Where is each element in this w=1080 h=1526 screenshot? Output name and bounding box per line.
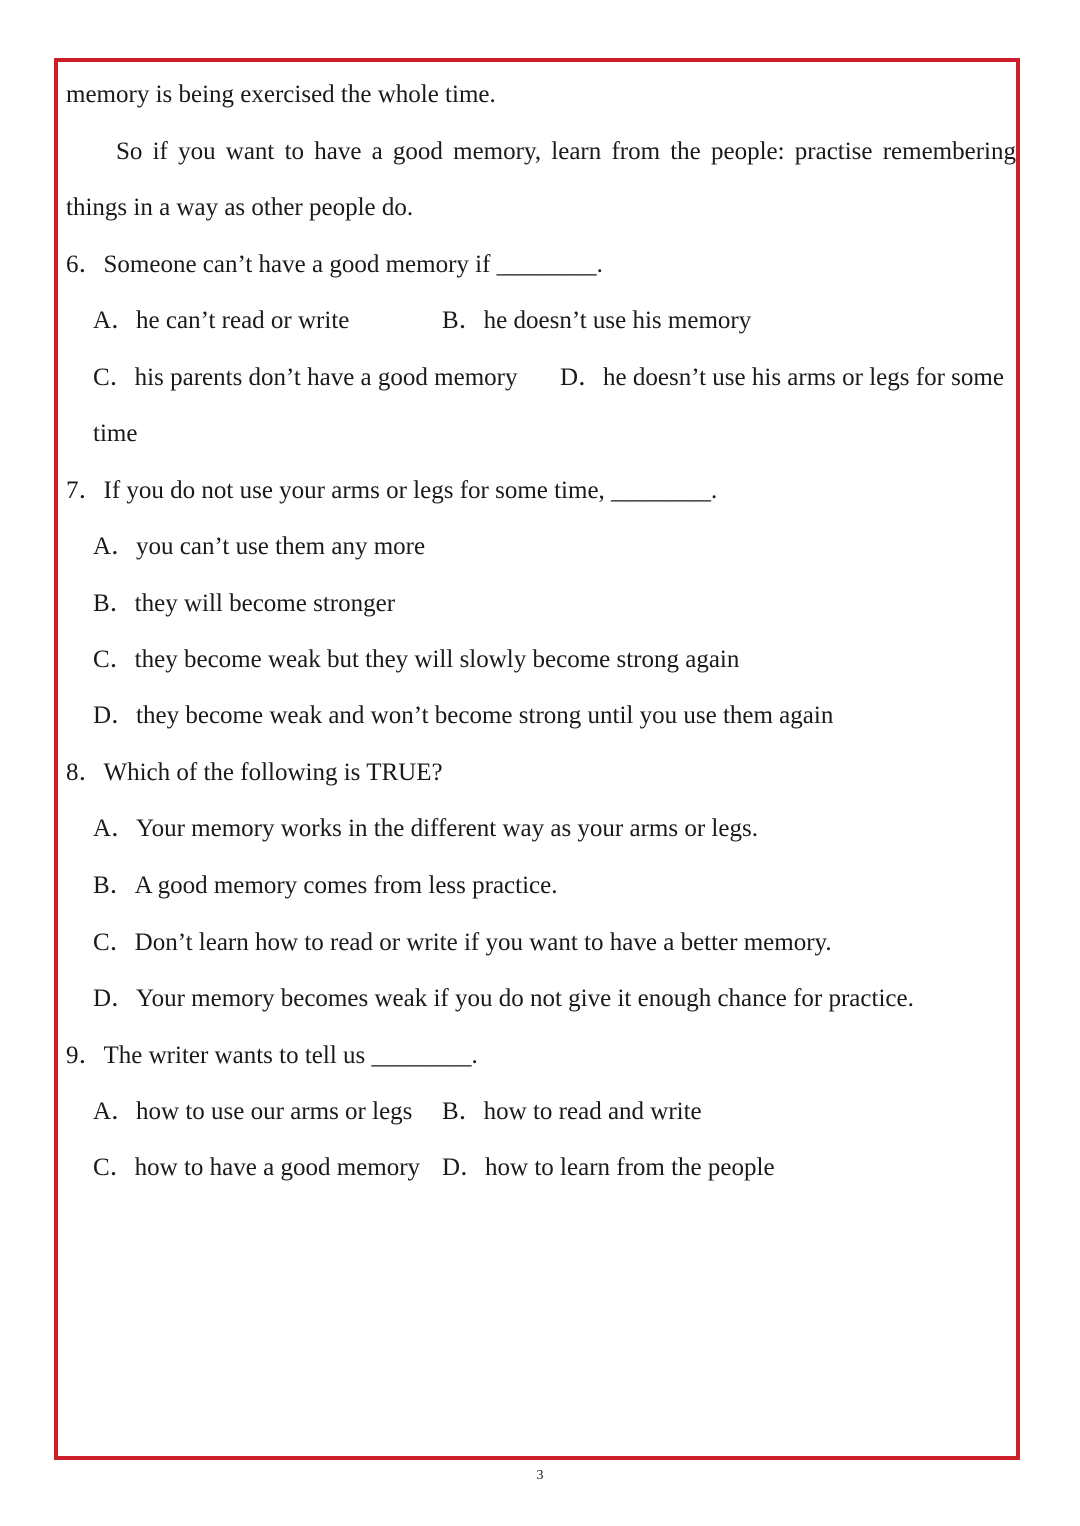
question-6-option-c: C．his parents don’t have a good memory	[93, 364, 518, 391]
question-9-option-d: D．how to learn from the people	[442, 1154, 775, 1181]
question-7-option-d: D．they become weak and won’t become strong until you use them again	[93, 702, 834, 729]
question-7-option-c: C．they become weak but they will slowly become strong again	[93, 646, 740, 673]
question-6-stem: 6．Someone can’t have a good memory if ________.	[66, 251, 603, 278]
question-6-option-a: A．he can’t read or write	[93, 307, 350, 334]
question-8-option-d: D．Your memory becomes weak if you do not give it enough chance for practice.	[93, 985, 914, 1012]
question-8-option-b: B．A good memory comes from less practice.	[93, 872, 558, 899]
question-8-option-c: C．Don’t learn how to read or write if you want to have a better memory.	[93, 929, 832, 956]
question-7-stem: 7．If you do not use your arms or legs for some time, ________.	[66, 477, 718, 504]
question-9-stem: 9．The writer wants to tell us ________.	[66, 1042, 478, 1069]
question-8-stem: 8．Which of the following is TRUE?	[66, 759, 443, 786]
question-6-option-d: D．he doesn’t use his arms or legs for some	[560, 364, 1004, 391]
question-8-option-a: A．Your memory works in the different way as your arms or legs.	[93, 815, 758, 842]
passage-line-1: memory is being exercised the whole time.	[66, 81, 496, 108]
question-6-option-d-continued: time	[93, 420, 138, 447]
passage-line-3: things in a way as other people do.	[66, 194, 414, 221]
page-number: 3	[536, 1468, 544, 1483]
question-9-option-a: A．how to use our arms or legs	[93, 1098, 413, 1125]
question-7-option-b: B．they will become stronger	[93, 590, 396, 617]
question-7-option-a: A．you can’t use them any more	[93, 533, 426, 560]
question-9-option-b: B．how to read and write	[442, 1098, 702, 1125]
question-6-option-b: B．he doesn’t use his memory	[442, 307, 752, 334]
question-9-option-c: C．how to have a good memory	[93, 1154, 421, 1181]
passage-line-2: So if you want to have a good memory, learn from the people: practise remembering	[116, 138, 1016, 165]
